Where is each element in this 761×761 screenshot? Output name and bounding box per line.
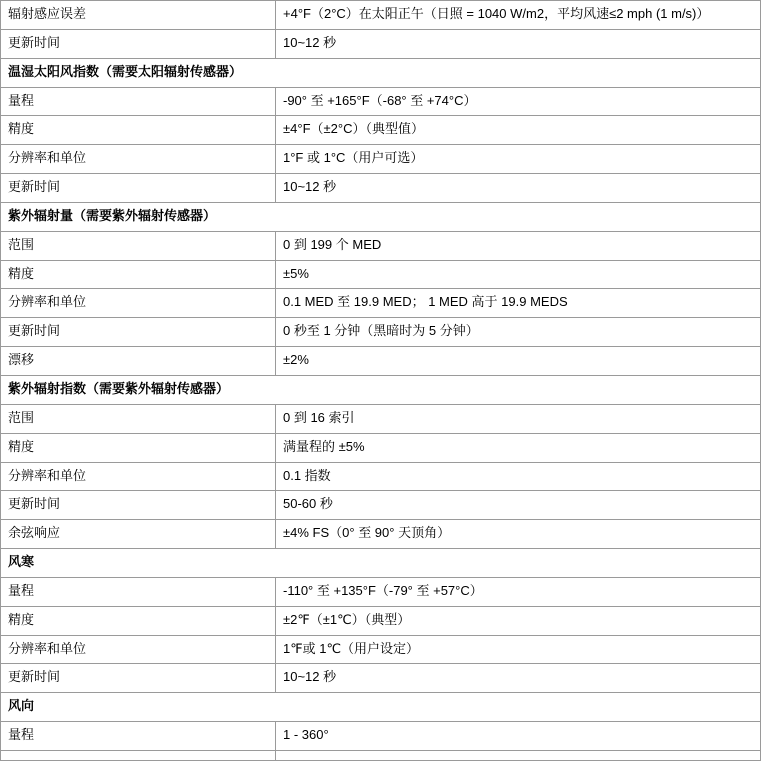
- section-title: 风向: [1, 693, 761, 722]
- table-row: [1, 664, 761, 693]
- row-value: 10~12 秒: [276, 664, 761, 693]
- row-label: 精度: [1, 433, 276, 462]
- specifications-table-body: [1, 1, 761, 761]
- row-value: 0 秒至 1 分钟（黑暗时为 5 分钟）: [276, 318, 761, 347]
- row-value: +4°F（2°C）在太阳正午（日照 = 1040 W/m2，平均风速≤2 mph (1 m/s)）: [276, 1, 761, 30]
- table-row: [1, 722, 761, 751]
- row-value: -90° 至 +165°F（-68° 至 +74°C）: [276, 87, 761, 116]
- row-label: 精度: [1, 606, 276, 635]
- row-value: 1°F 或 1°C（用户可选）: [276, 145, 761, 174]
- table-row: [1, 404, 761, 433]
- row-value: 10~12 秒: [276, 29, 761, 58]
- row-value: 10~12 秒: [276, 174, 761, 203]
- table-row: [1, 606, 761, 635]
- section-title: 紫外辐射量（需要紫外辐射传感器）: [1, 202, 761, 231]
- table-row: [1, 116, 761, 145]
- row-value: 50-60 秒: [276, 491, 761, 520]
- row-label: 漂移: [1, 347, 276, 376]
- table-row: [1, 462, 761, 491]
- table-row: [1, 29, 761, 58]
- row-label: 范围: [1, 231, 276, 260]
- row-value: ±5%: [276, 260, 761, 289]
- row-value: 1 - 360°: [276, 722, 761, 751]
- table-row: [1, 145, 761, 174]
- row-label: 分辨率和单位: [1, 289, 276, 318]
- row-label: 辐射感应误差: [1, 1, 276, 30]
- row-label: 更新时间: [1, 664, 276, 693]
- table-row: [1, 318, 761, 347]
- row-value: 0 到 199 个 MED: [276, 231, 761, 260]
- row-value: 0 到 16 索引: [276, 404, 761, 433]
- row-value: ±2%: [276, 347, 761, 376]
- table-row: [1, 347, 761, 376]
- section-header-row: [1, 58, 761, 87]
- row-label: 更新时间: [1, 174, 276, 203]
- section-title: 温湿太阳风指数（需要太阳辐射传感器）: [1, 58, 761, 87]
- row-label: 量程: [1, 722, 276, 751]
- row-label: 更新时间: [1, 29, 276, 58]
- row-label: 分辨率和单位: [1, 462, 276, 491]
- section-header-row: [1, 693, 761, 722]
- row-label: 更新时间: [1, 491, 276, 520]
- section-header-row: [1, 202, 761, 231]
- row-label: 精度: [1, 116, 276, 145]
- table-row: [1, 231, 761, 260]
- section-title: 紫外辐射指数（需要紫外辐射传感器）: [1, 375, 761, 404]
- row-value: 0.1 指数: [276, 462, 761, 491]
- row-label: 分辨率和单位: [1, 635, 276, 664]
- section-header-row: [1, 375, 761, 404]
- table-row: [1, 433, 761, 462]
- row-value: ±2℉（±1℃）（典型）: [276, 606, 761, 635]
- table-row: [1, 577, 761, 606]
- table-row-partial: [1, 750, 761, 760]
- row-value: ±4% FS（0° 至 90° 天顶角）: [276, 520, 761, 549]
- table-row: [1, 491, 761, 520]
- table-row: [1, 289, 761, 318]
- row-label: 范围: [1, 404, 276, 433]
- row-label: [1, 750, 276, 760]
- row-label: 余弦响应: [1, 520, 276, 549]
- table-row: [1, 635, 761, 664]
- row-label: 更新时间: [1, 318, 276, 347]
- table-row: [1, 520, 761, 549]
- row-value: 1℉或 1℃（用户设定）: [276, 635, 761, 664]
- row-value: -110° 至 +135°F（-79° 至 +57°C）: [276, 577, 761, 606]
- row-value: 0.1 MED 至 19.9 MED； 1 MED 高于 19.9 MEDS: [276, 289, 761, 318]
- section-header-row: [1, 549, 761, 578]
- row-label: 分辨率和单位: [1, 145, 276, 174]
- row-value: ±4°F（±2°C）（典型值）: [276, 116, 761, 145]
- table-row: [1, 1, 761, 30]
- table-row: [1, 87, 761, 116]
- row-label: 精度: [1, 260, 276, 289]
- row-label: 量程: [1, 87, 276, 116]
- section-title: 风寒: [1, 549, 761, 578]
- row-value: [276, 750, 761, 760]
- row-label: 量程: [1, 577, 276, 606]
- row-value: 满量程的 ±5%: [276, 433, 761, 462]
- table-row: [1, 260, 761, 289]
- table-row: [1, 174, 761, 203]
